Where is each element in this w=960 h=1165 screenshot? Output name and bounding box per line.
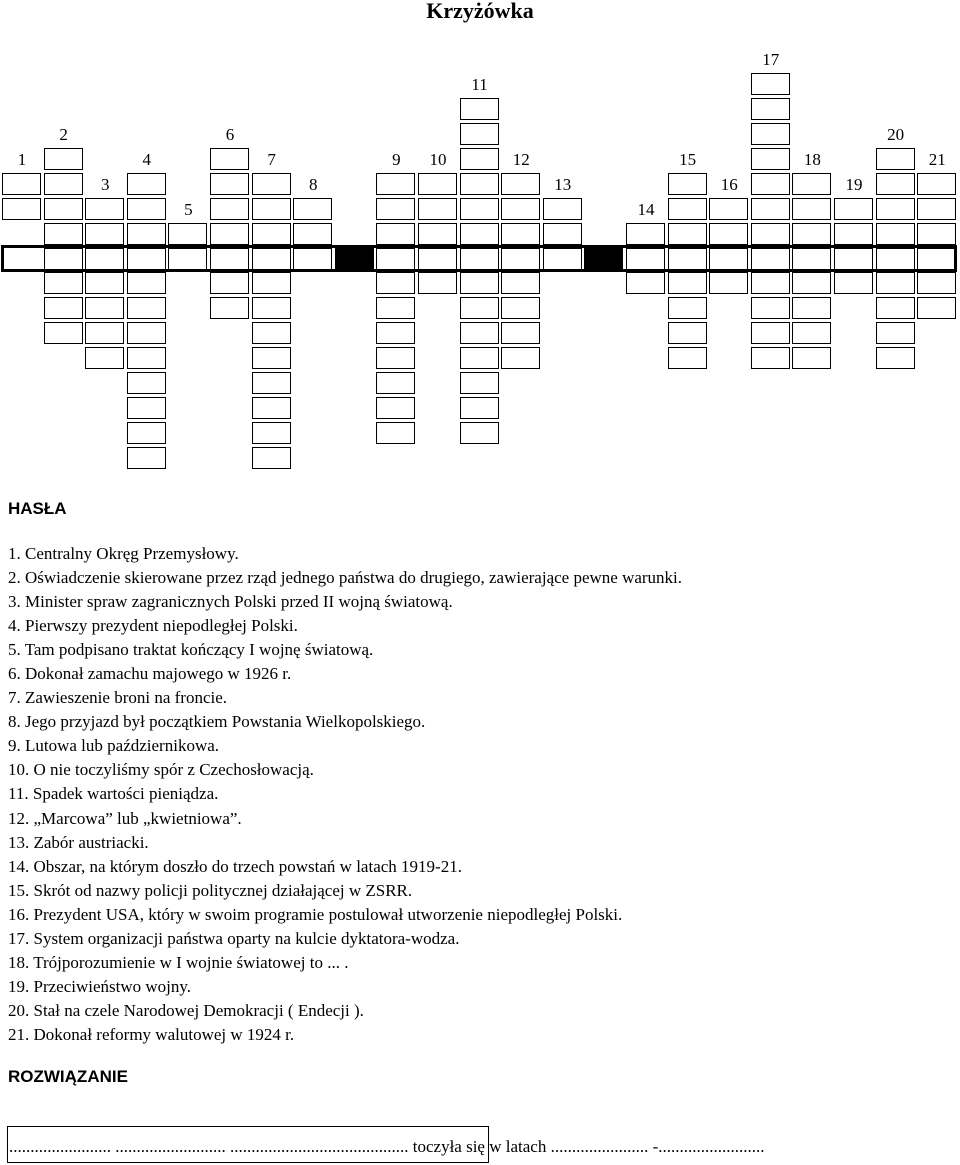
crossword-cell[interactable] [792,198,831,220]
crossword-cell[interactable] [127,223,166,245]
crossword-cell[interactable] [2,198,41,220]
crossword-cell[interactable] [168,248,207,270]
clue-item: 14. Obszar, na którym doszło do trzech powstań w latach 1919-21. [8,856,462,876]
crossword-cell[interactable] [252,372,291,394]
crossword-cell[interactable] [460,322,499,344]
crossword-cell[interactable] [751,223,790,245]
crossword-cell[interactable] [751,322,790,344]
crossword-cell[interactable] [44,223,83,245]
clue-item: 11. Spadek wartości pieniądza. [8,784,219,804]
clue-number: 13 [554,174,572,194]
crossword-cell[interactable] [376,297,415,319]
clue-number: 18 [803,149,821,169]
crossword-cell[interactable] [460,173,499,195]
crossword-cell[interactable] [917,223,956,245]
crossword-cell[interactable] [751,248,790,270]
clue-number: 16 [720,174,738,194]
crossword-cell[interactable] [917,198,956,220]
crossword-cell[interactable] [501,347,540,369]
crossword-cell[interactable] [834,272,873,294]
clue-number: 15 [679,149,697,169]
crossword-cell[interactable] [168,223,207,245]
crossword-cell[interactable] [460,148,499,170]
clue-number: 9 [392,149,401,169]
crossword-cell[interactable] [668,248,707,270]
crossword-cell[interactable] [418,173,457,195]
crossword-cell[interactable] [127,397,166,419]
clue-item: 1. Centralny Okręg Przemysłowy. [8,544,239,563]
crossword-cell[interactable] [876,297,915,319]
crossword-cell[interactable] [876,272,915,294]
clue-number: 4 [142,149,152,169]
clue-number: 21 [928,149,946,169]
crossword-cell[interactable] [127,248,166,270]
clue-item: 20. Stał na czele Narodowej Demokracji ( Endecji ). [8,1000,364,1020]
crossword-cell[interactable] [751,98,790,120]
crossword-cell[interactable] [792,347,831,369]
crossword-cell[interactable] [626,223,665,245]
clue-number: 2 [59,125,68,144]
crossword-cell[interactable] [252,422,291,444]
crossword-cell[interactable] [44,148,83,170]
crossword-cell[interactable] [876,148,915,170]
crossword-cell[interactable] [834,223,873,245]
clue-item: 10. O nie toczyliśmy spór z Czechosłowacją. [8,760,314,780]
crossword-cell[interactable] [668,347,707,369]
crossword-cell[interactable] [252,198,291,220]
clue-item: 7. Zawieszenie broni na froncie. [8,688,228,708]
crossword-cell[interactable] [668,272,707,294]
crossword-cell[interactable] [460,272,499,294]
crossword-cell[interactable] [876,173,915,195]
crossword-cell[interactable] [501,322,540,344]
crossword-cell[interactable] [127,322,166,344]
crossword-cell[interactable] [751,123,790,145]
crossword-cell[interactable] [127,422,166,444]
crossword-cell[interactable] [876,347,915,369]
crossword-cell[interactable] [751,73,790,95]
crossword-cell[interactable] [210,148,249,170]
crossword-cell[interactable] [501,173,540,195]
crossword-cell[interactable] [293,223,332,245]
crossword-cell[interactable] [127,198,166,220]
crossword-cell[interactable] [252,447,291,469]
crossword-cell[interactable] [127,272,166,294]
crossword-cell[interactable] [44,322,83,344]
crossword-cell[interactable] [543,223,582,245]
crossword-cell[interactable] [792,297,831,319]
clue-number: 12 [512,149,530,169]
crossword-cell[interactable] [917,272,956,294]
clue-number: 3 [100,174,110,194]
clue-item: 21. Dokonał reformy walutowej w 1924 r. [8,1024,295,1044]
crossword-cell[interactable] [751,198,790,220]
crossword-cell[interactable] [876,223,915,245]
crossword-cell[interactable] [543,198,582,220]
crossword-cell[interactable] [2,173,41,195]
crossword-cell[interactable] [252,397,291,419]
crossword-cell[interactable] [85,347,124,369]
crossword-cell[interactable] [709,272,748,294]
crossword-cell[interactable] [376,272,415,294]
clue-number: 1 [17,149,27,169]
clue-item: 9. Lutowa lub październikowa. [8,736,220,756]
crossword-cell[interactable] [501,198,540,220]
crossword-cell[interactable] [85,272,124,294]
crossword-cell[interactable] [668,173,707,195]
clue-number: 8 [308,174,318,194]
crossword-cell[interactable] [252,248,291,270]
crossword-cell[interactable] [252,347,291,369]
crossword-cell[interactable] [127,447,166,469]
crossword-cell[interactable] [376,322,415,344]
clue-item: 16. Prezydent USA, który w swoim programie postulował utworzenie niepodległej Polski. [8,904,623,924]
crossword-cell[interactable] [460,422,499,444]
crossword-cell[interactable] [210,248,249,270]
solution-heading: ROZWIĄZANIE [8,1067,128,1086]
clue-item: 2. Oświadczenie skierowane przez rząd jednego państwa do drugiego, zawierające pewne warunki. [8,568,683,588]
crossword-cell[interactable] [460,198,499,220]
crossword-cell[interactable] [85,322,124,344]
crossword-cell[interactable] [751,148,790,170]
crossword-cell[interactable] [418,223,457,245]
crossword-cell[interactable] [792,223,831,245]
crossword-cell[interactable] [44,198,83,220]
crossword-cell[interactable] [834,198,873,220]
crossword-cell[interactable] [127,372,166,394]
clue-item: 3. Minister spraw zagranicznych Polski przed II wojną światową. [8,592,453,612]
crossword-cell[interactable] [668,223,707,245]
crossword-cell[interactable] [376,173,415,195]
crossword-cell[interactable] [460,223,499,245]
crossword-cell[interactable] [210,223,249,245]
crossword-cell[interactable] [751,297,790,319]
crossword-cell[interactable] [252,272,291,294]
crossword-cell[interactable] [792,322,831,344]
crossword-cell[interactable] [376,372,415,394]
crossword-cell[interactable] [252,173,291,195]
clue-item: 13. Zabór austriacki. [8,832,149,852]
clue-item: 8. Jego przyjazd był początkiem Powstania Wielkopolskiego. [8,712,426,732]
crossword-cell[interactable] [460,347,499,369]
crossword-cell[interactable] [252,297,291,319]
crossword-cell[interactable] [376,347,415,369]
crossword-cell[interactable] [210,272,249,294]
crossword-cell[interactable] [876,198,915,220]
crossword-cell[interactable] [709,248,748,270]
crossword-cell[interactable] [210,198,249,220]
crossword-cell[interactable] [709,223,748,245]
page-title: Krzyżówka [426,0,534,23]
crossword-cell[interactable] [876,322,915,344]
crossword-cell[interactable] [44,272,83,294]
crossword-cell[interactable] [252,322,291,344]
crossword-cell[interactable] [376,422,415,444]
blank-cell [584,248,623,270]
crossword-cell[interactable] [751,173,790,195]
crossword-cell[interactable] [460,123,499,145]
crossword-cell[interactable] [792,272,831,294]
clue-item: 4. Pierwszy prezydent niepodległej Polski. [8,616,298,636]
crossword-cell[interactable] [127,297,166,319]
crossword-cell[interactable] [792,248,831,270]
clue-number: 5 [184,199,193,219]
crossword-cell[interactable] [376,397,415,419]
crossword-cell[interactable] [293,198,332,220]
crossword-cell[interactable] [127,173,166,195]
answer-suffix: toczyła się w latach ....................... -......................... [408,1137,765,1156]
crossword-cell[interactable] [44,173,83,195]
crossword-cell[interactable] [460,248,499,270]
crossword-cell[interactable] [668,322,707,344]
answer-line [9,1137,765,1157]
crossword-cell[interactable] [376,248,415,270]
crossword-cell[interactable] [460,297,499,319]
crossword-cell[interactable] [834,248,873,270]
clue-item: 6. Dokonał zamachu majowego w 1926 r. [8,664,292,684]
clue-item: 5. Tam podpisano traktat kończący I wojnę światową. [8,640,374,660]
clues-list [8,542,682,1047]
crossword-cell[interactable] [85,198,124,220]
crossword-cell[interactable] [252,223,291,245]
clue-number: 17 [762,50,780,70]
crossword-cell[interactable] [418,198,457,220]
crossword-cell[interactable] [501,248,540,270]
crossword-grid [0,0,960,480]
crossword-cell[interactable] [460,397,499,419]
crossword-cell[interactable] [501,297,540,319]
crossword-cell[interactable] [44,297,83,319]
crossword-cell[interactable] [127,347,166,369]
crossword-cell[interactable] [376,198,415,220]
crossword-cell[interactable] [85,223,124,245]
clue-item: 19. Przeciwieństwo wojny. [8,976,192,996]
clue-number: 11 [471,75,488,95]
crossword-cell[interactable] [501,272,540,294]
crossword-cell[interactable] [626,248,665,270]
clue-number: 7 [267,149,276,169]
crossword-cell[interactable] [418,272,457,294]
crossword-cell[interactable] [626,272,665,294]
clue-item: 18. Trójporozumienie w I wojnie światowej to ... . [8,952,349,972]
blank-cell [335,248,374,270]
clue-number: 10 [429,149,447,169]
clue-number: 19 [845,174,863,194]
crossword-cell[interactable] [876,248,915,270]
crossword-cell[interactable] [501,223,540,245]
crossword-cell[interactable] [418,248,457,270]
crossword-cell[interactable] [460,372,499,394]
crossword-cell[interactable] [792,173,831,195]
clue-number: 20 [887,125,905,144]
clue-item: 15. Skrót od nazwy policji politycznej działającej w ZSRR. [8,880,413,900]
crossword-cell[interactable] [543,248,582,270]
crossword-cell[interactable] [917,248,956,270]
crossword-cell[interactable] [85,248,124,270]
clue-item: 17. System organizacji państwa oparty na kulcie dyktatora-wodza. [8,928,460,948]
crossword-cell[interactable] [210,297,249,319]
crossword-cell[interactable] [709,198,748,220]
crossword-cell[interactable] [376,223,415,245]
crossword-cell[interactable] [917,173,956,195]
crossword-cell[interactable] [668,198,707,220]
crossword-cell[interactable] [668,297,707,319]
crossword-cell[interactable] [210,173,249,195]
answer-blank[interactable]: ........................ .......................... .......................................... [9,1137,409,1156]
crossword-cell[interactable] [44,248,83,270]
crossword-cell[interactable] [751,347,790,369]
clue-number: 14 [637,199,655,219]
clue-item: 12. „Marcowa” lub „kwietniowa”. [8,808,242,828]
crossword-cell[interactable] [85,297,124,319]
crossword-cell[interactable] [917,297,956,319]
crossword-cell[interactable] [293,248,332,270]
clue-number: 6 [225,125,235,144]
crossword-cell[interactable] [460,98,499,120]
crossword-cell[interactable] [751,272,790,294]
clues-heading: HASŁA [8,499,67,518]
